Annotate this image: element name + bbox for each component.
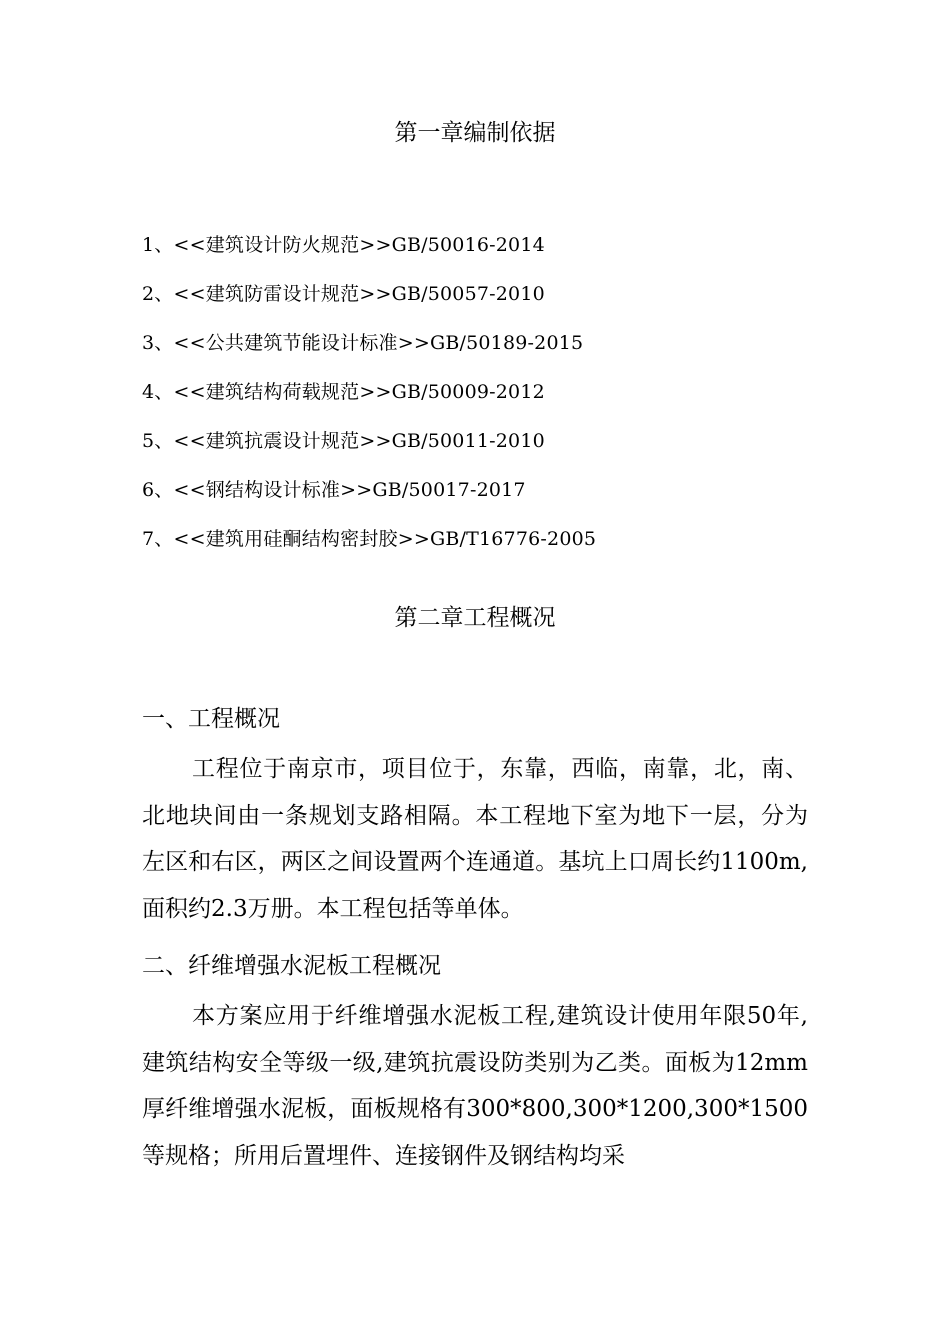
- reference-item: 4、<<建筑结构荷载规范>>GB/50009-2012: [142, 381, 545, 403]
- reference-list: [142, 221, 596, 564]
- reference-item: 5、<<建筑抗震设计规范>>GB/50011-2010: [142, 430, 545, 452]
- reference-item: 3、<<公共建筑节能设计标准>>GB/50189-2015: [142, 332, 584, 354]
- reference-item: 1、<<建筑设计防火规范>>GB/50016-2014: [142, 234, 545, 256]
- chapter-2-title: 第二章工程概况: [394, 605, 556, 631]
- section-2-heading: 二、纤维增强水泥板工程概况: [142, 953, 441, 979]
- section-1-paragraph: 工程位于南京市，项目位于，东靠，西临，南靠，北，南、北地块间由一条规划支路相隔。本工程地下室为地下一层，分为左区和右区，两区之间设置两个连通道。基坑上口周长约1100m,面积约2.3万册。本工程包括等单体。: [142, 756, 808, 922]
- section-2-paragraph: 本方案应用于纤维增强水泥板工程,建筑设计使用年限50年,建筑结构安全等级一级,建筑抗震设防类别为乙类。面板为12mm厚纤维增强水泥板，面板规格有300*800,300*1200,300*1500等规格；所用后置埋件、连接钢件及钢结构均采: [142, 1003, 808, 1169]
- reference-item: 7、<<建筑用硅酮结构密封胶>>GB/T16776-2005: [142, 528, 597, 550]
- section-1-heading: 一、工程概况: [142, 706, 280, 732]
- reference-item: 2、<<建筑防雷设计规范>>GB/50057-2010: [142, 283, 545, 305]
- chapter-1-title: 第一章编制依据: [394, 120, 556, 146]
- reference-item: 6、<<钢结构设计标准>>GB/50017-2017: [142, 479, 526, 501]
